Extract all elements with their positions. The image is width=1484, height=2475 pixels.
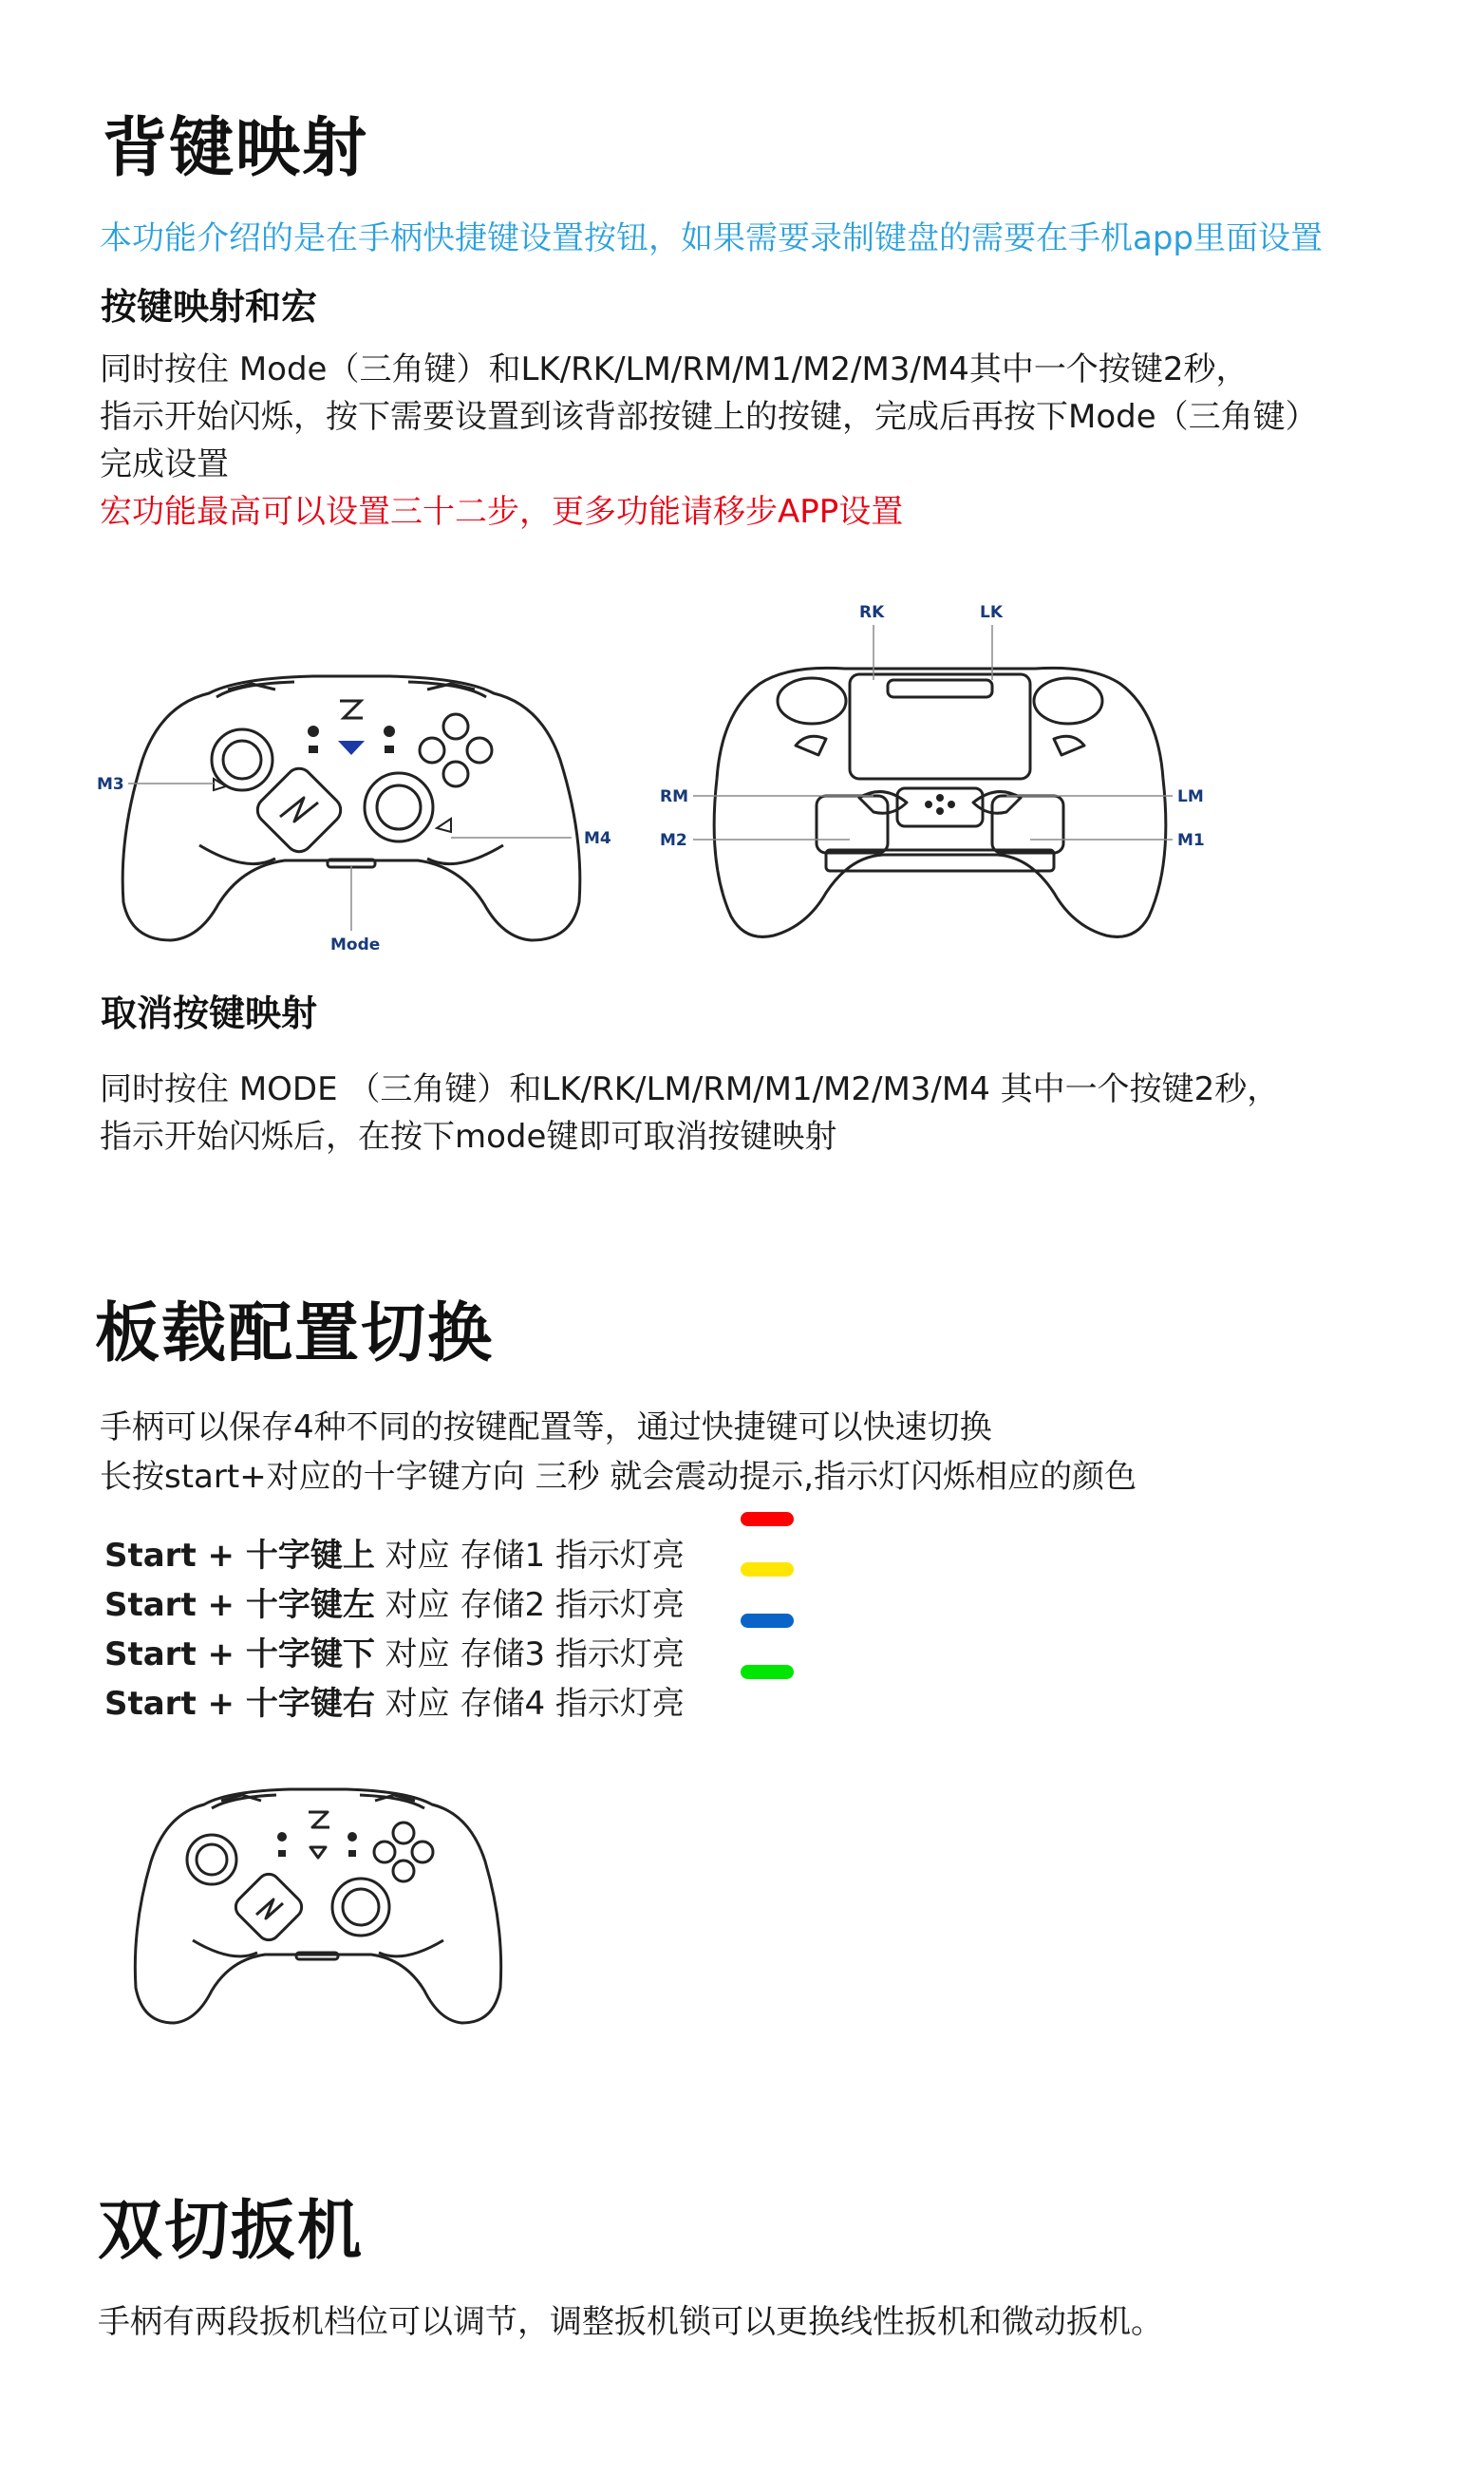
label-m4: M4 <box>584 829 611 848</box>
instruction-line-1-bold: Mode（三角键） <box>238 350 489 388</box>
trigger-description: 手柄有两段扳机档位可以调节，调整扳机锁可以更换线性扳机和微动扳机。 <box>98 2303 1163 2341</box>
led-indicator-red <box>741 1512 794 1526</box>
profile-row-2 <box>104 1580 685 1630</box>
label-m2: M2 <box>660 831 687 850</box>
controller-front-diagram-2 <box>109 1774 527 2059</box>
cancel-line-1-prefix: 同时按住 <box>100 1070 239 1108</box>
instruction-line-2-suffix: （三角键） <box>1155 398 1318 436</box>
profile-row-1 <box>104 1531 685 1580</box>
profile-row-3 <box>104 1630 685 1679</box>
intro-text: 本功能介绍的是在手柄快捷键设置按钮，如果需要录制键盘的需要在手机app里面设置 <box>100 219 1323 257</box>
label-rk: RK <box>859 603 885 622</box>
led-indicator-green <box>741 1665 794 1679</box>
label-m1: M1 <box>1177 831 1205 850</box>
profile-row-4-desc: 对应 存储4 指示灯亮 <box>374 1685 685 1723</box>
subheading-cancel-mapping: 取消按键映射 <box>101 992 318 1034</box>
instruction-line-1-suffix: 和LK/RK/LM/RM/M1/M2/M3/M4其中一个按键2秒， <box>488 350 1249 388</box>
cancel-line-1 <box>100 1066 1279 1113</box>
macro-note: 宏功能最高可以设置三十二步，更多功能请移步APP设置 <box>100 493 904 531</box>
section-title-dual-trigger: 双切扳机 <box>98 2194 365 2269</box>
profile-row-1-desc: 对应 存储1 指示灯亮 <box>374 1537 685 1575</box>
section-title-onboard-profiles: 板载配置切换 <box>95 1296 495 1371</box>
front-controller-diagram <box>85 655 617 959</box>
cancel-line-1-suffix: 和LK/RK/LM/RM/M1/M2/M3/M4 其中一个按键2秒， <box>509 1070 1280 1108</box>
profile-row-4 <box>104 1679 685 1729</box>
profile-row-2-desc: 对应 存储2 指示灯亮 <box>374 1586 685 1624</box>
instruction-line-1-prefix: 同时按住 <box>100 350 239 388</box>
profile-row-1-combo: Start + 十字键上 <box>104 1537 375 1575</box>
profile-row-3-combo: Start + 十字键下 <box>104 1635 375 1673</box>
label-lk: LK <box>980 603 1004 622</box>
label-lm: LM <box>1177 787 1204 806</box>
profiles-line-1: 手柄可以保存4种不同的按键配置等，通过快捷键可以快速切换 <box>100 1408 992 1446</box>
cancel-line-1-bold: MODE （三角键） <box>238 1070 510 1108</box>
cancel-line-2: 指示开始闪烁后，在按下mode键即可取消按键映射 <box>100 1118 837 1156</box>
profile-row-2-combo: Start + 十字键左 <box>104 1586 375 1624</box>
section-title-back-key-mapping: 背键映射 <box>103 111 369 186</box>
profile-row-4-combo: Start + 十字键右 <box>104 1685 375 1723</box>
profiles-line-2: 长按start+对应的十字键方向 三秒 就会震动提示,指示灯闪烁相应的颜色 <box>100 1458 1137 1496</box>
back-controller-diagram <box>655 589 1225 950</box>
label-rm: RM <box>660 787 689 806</box>
subheading-mapping-and-macro: 按键映射和宏 <box>101 286 318 328</box>
instruction-line-2 <box>100 393 1318 441</box>
profile-row-3-desc: 对应 存储3 指示灯亮 <box>374 1635 685 1673</box>
label-mode: Mode <box>330 935 381 954</box>
instruction-line-3: 完成设置 <box>100 445 229 483</box>
instruction-line-2-prefix: 指示开始闪烁，按下需要设置到该背部按键上的按键，完成后再按下 <box>100 398 1068 436</box>
instruction-line-2-bold: Mode <box>1068 398 1156 436</box>
led-indicator-yellow <box>741 1562 794 1577</box>
instruction-line-1 <box>100 346 1249 393</box>
led-indicator-blue <box>741 1614 794 1628</box>
label-m3: M3 <box>97 775 124 794</box>
